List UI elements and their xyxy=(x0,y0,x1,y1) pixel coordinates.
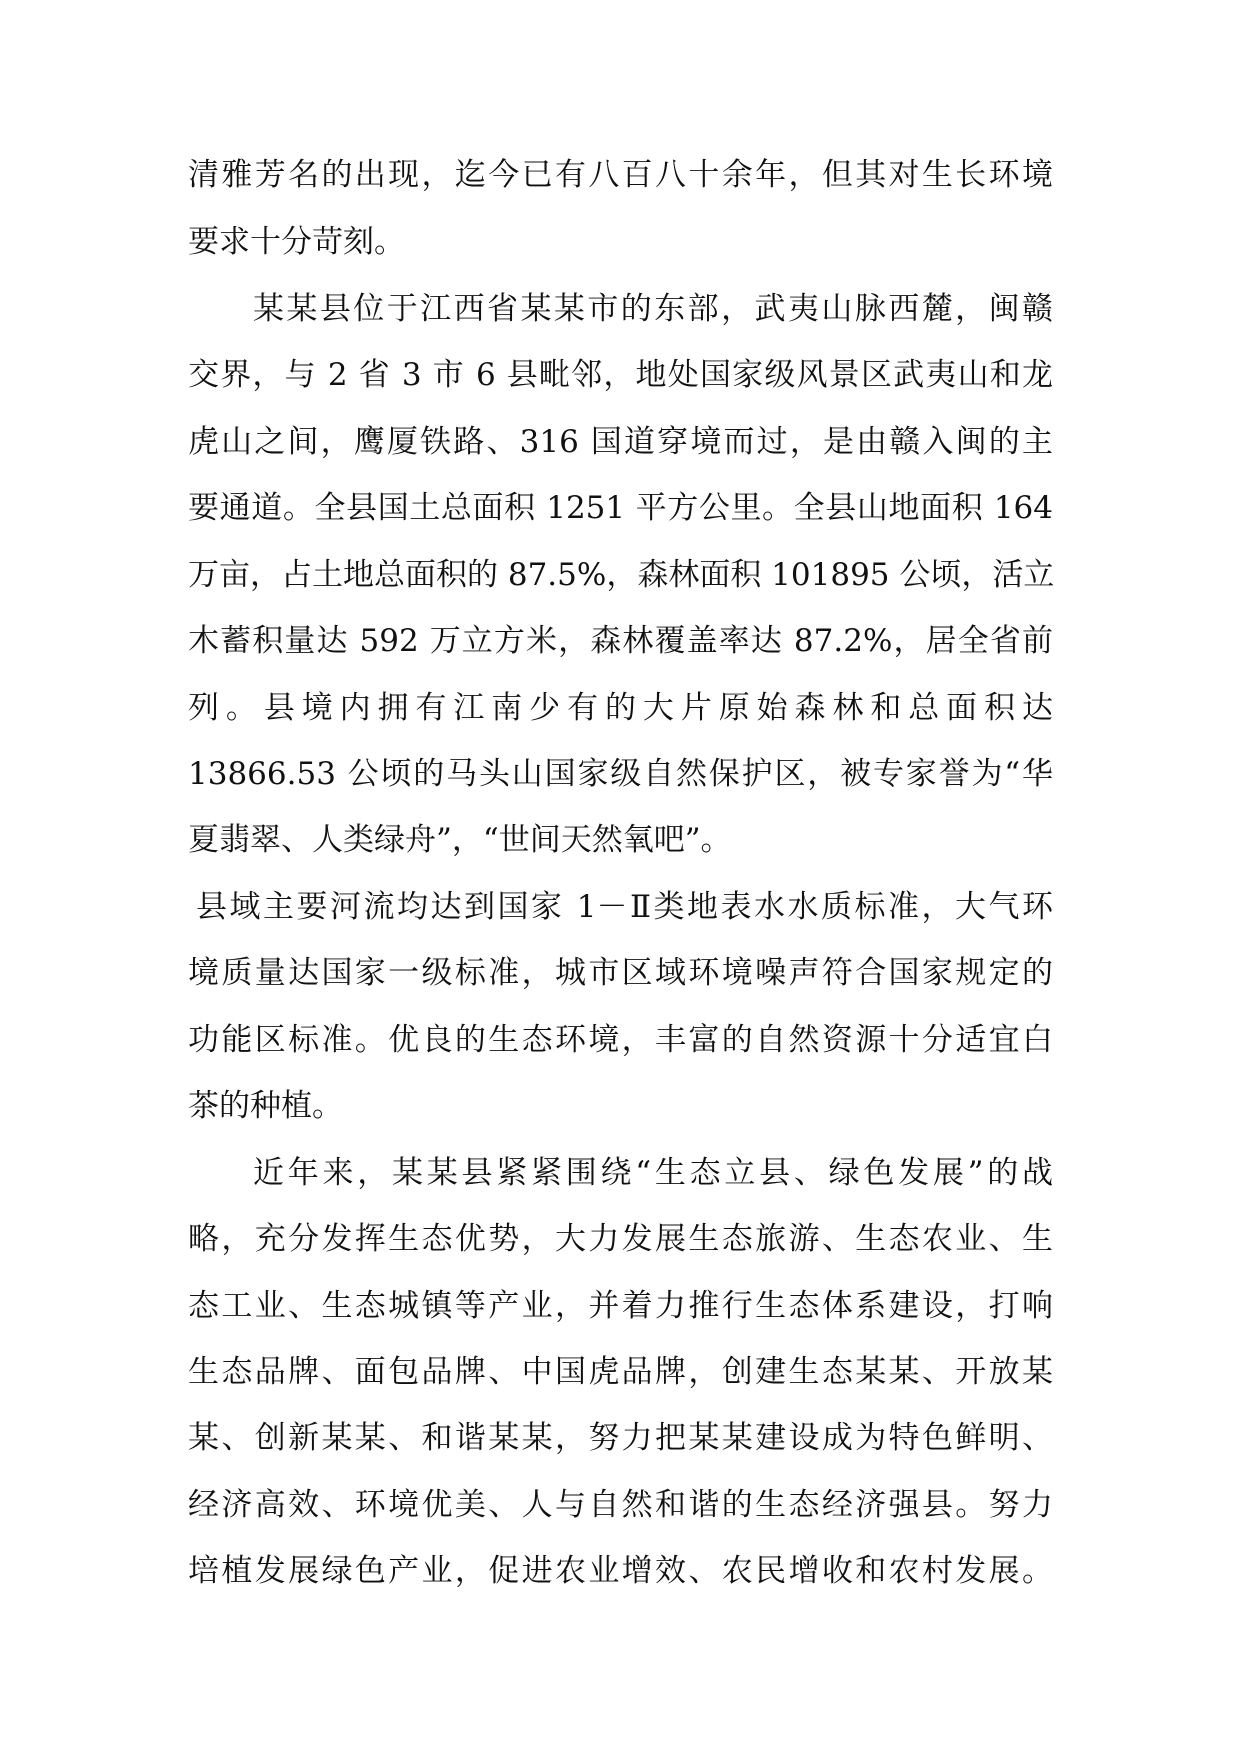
body-text-line: 清雅芳名的出现，迄今已有八百八十余年，但其对生长环境 xyxy=(188,157,1053,193)
body-text-line: 要通道。全县国土总面积 1251 平方公里。全县山地面积 164 xyxy=(188,490,1053,526)
body-text-line: 培植发展绿色产业，促进农业增效、农民增收和农村发展。 xyxy=(188,1553,1053,1589)
body-text-line: 要求十分苛刻。 xyxy=(188,224,405,260)
body-text-line: 木蓄积量达 592 万立方米，森林覆盖率达 87.2%，居全省前 xyxy=(188,623,1053,659)
body-text-line: 万亩，占土地总面积的 87.5%，森林面积 101895 公顷，活立 xyxy=(188,557,1055,593)
body-text-line: 略，充分发挥生态优势，大力发展生态旅游、生态农业、生 xyxy=(188,1221,1053,1257)
body-text-line: 茶的种植。 xyxy=(188,1088,343,1124)
body-text-line: 某、创新某某、和谐某某，努力把某某建设成为特色鲜明、 xyxy=(188,1420,1053,1456)
body-text-line: 列。县境内拥有江南少有的大片原始森林和总面积达 xyxy=(188,690,1053,726)
body-text-line: 虎山之间，鹰厦铁路、316 国道穿境而过，是由赣入闽的主 xyxy=(188,424,1053,460)
body-text-line: 经济高效、环境优美、人与自然和谐的生态经济强县。努力 xyxy=(188,1487,1053,1523)
body-text-line: 夏翡翠、人类绿舟”，“世间天然氧吧”。 xyxy=(188,822,732,858)
body-text-line: 某某县位于江西省某某市的东部，武夷山脉西麓，闽赣 xyxy=(253,291,1053,327)
body-text-line: 县域主要河流均达到国家 1－Ⅱ类地表水水质标准，大气环 xyxy=(196,889,1053,925)
body-text-line: 13866.53 公顷的马头山国家级自然保护区，被专家誉为“华 xyxy=(188,756,1053,792)
body-text-line: 功能区标准。优良的生态环境，丰富的自然资源十分适宜白 xyxy=(188,1022,1053,1058)
body-text-line: 生态品牌、面包品牌、中国虎品牌，创建生态某某、开放某 xyxy=(188,1354,1053,1390)
body-text-line: 交界，与 2 省 3 市 6 县毗邻，地处国家级风景区武夷山和龙 xyxy=(188,357,1053,393)
body-text-line: 态工业、生态城镇等产业，并着力推行生态体系建设，打响 xyxy=(188,1288,1053,1324)
body-text-line: 近年来，某某县紧紧围绕“生态立县、绿色发展”的战 xyxy=(253,1155,1053,1191)
body-text-line: 境质量达国家一级标准，城市区域环境噪声符合国家规定的 xyxy=(188,955,1053,991)
